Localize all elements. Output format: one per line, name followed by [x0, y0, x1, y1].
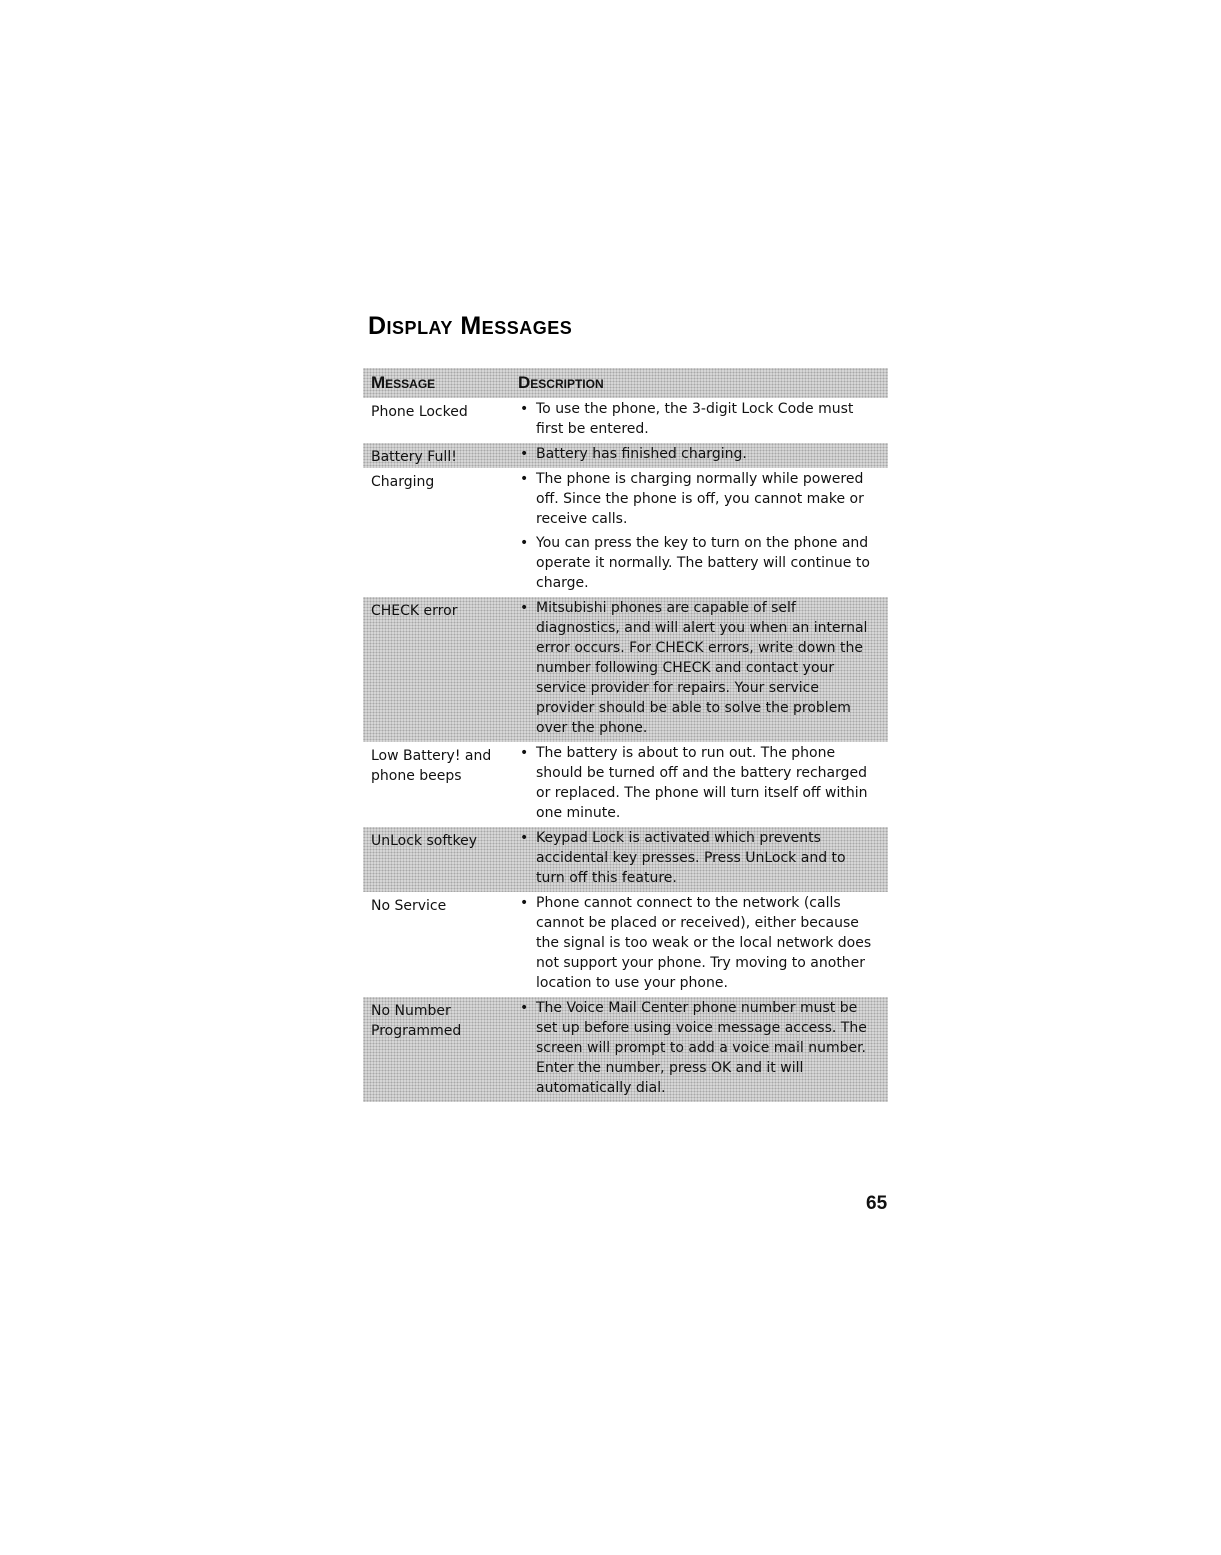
description-bullet: • Phone cannot connect to the network (calls cannot be placed or received), either because the signal is too weak or the local network does not support your phone. Try moving to another location to use your phone.: [518, 893, 878, 993]
table-row: [363, 742, 888, 827]
bullet-text: Phone cannot connect to the network (calls cannot be placed or received), either because the signal is too weak or the local network does not support your phone. Try moving to another location to use your phone.: [536, 895, 872, 991]
message-column-header: Message: [371, 373, 436, 392]
message-cell: UnLock softkey: [371, 833, 478, 849]
description-bullet: • The phone is charging normally while powered off. Since the phone is off, you cannot make or receive calls.: [518, 469, 878, 529]
bullet-text: You can press the key to turn on the phone and operate it normally. The battery will continue to charge.: [536, 535, 870, 591]
description-cell: [518, 443, 888, 468]
bullet-text: Keypad Lock is activated which prevents accidental key presses. Press UnLock and to turn off this feature.: [536, 830, 846, 886]
description-cell: [518, 827, 888, 892]
table-row: [363, 827, 888, 892]
message-cell: Low Battery! and phone beeps: [371, 748, 492, 784]
description-cell: [518, 892, 888, 997]
bullet-text: The Voice Mail Center phone number must be set up before using voice message access. The screen will prompt to add a voice mail number. Enter the number, press OK and it will automatically dial.: [536, 1000, 867, 1096]
description-bullet: • The battery is about to run out. The phone should be turned off and the battery recharged or replaced. The phone will turn itself off within one minute.: [518, 743, 878, 823]
description-bullet: • Battery has finished charging.: [518, 444, 878, 464]
description-cell: [518, 597, 888, 742]
table-row: [363, 468, 888, 597]
bullet-text: Battery has finished charging.: [536, 446, 747, 462]
page-title: Display Messages: [368, 312, 573, 340]
table-row: [363, 892, 888, 997]
message-cell: Charging: [371, 474, 435, 490]
table-row: [363, 597, 888, 742]
description-cell: [518, 398, 888, 443]
description-cell: [518, 997, 888, 1102]
description-bullet: • To use the phone, the 3-digit Lock Code must first be entered.: [518, 399, 878, 439]
message-cell: Phone Locked: [371, 404, 468, 420]
table-header-row: [363, 368, 888, 398]
message-cell: CHECK error: [371, 603, 458, 619]
bullet-text: To use the phone, the 3-digit Lock Code must first be entered.: [536, 401, 854, 437]
table-row: [363, 997, 888, 1102]
message-cell: No Service: [371, 898, 447, 914]
table-row: [363, 398, 888, 443]
bullet-text: The phone is charging normally while powered off. Since the phone is off, you cannot make or receive calls.: [536, 471, 864, 527]
bullet-text: The battery is about to run out. The phone should be turned off and the battery recharged or replaced. The phone will turn itself off within one minute.: [536, 745, 868, 821]
description-bullet: • The Voice Mail Center phone number must be set up before using voice message access. The screen will prompt to add a voice mail number. Enter the number, press OK and it will automatically dial.: [518, 998, 878, 1098]
page-number: 65: [866, 1193, 888, 1214]
description-cell: [518, 468, 888, 597]
description-bullet: • Keypad Lock is activated which prevents accidental key presses. Press UnLock and to turn off this feature.: [518, 828, 878, 888]
table-row: [363, 443, 888, 468]
bullet-text: Mitsubishi phones are capable of self diagnostics, and will alert you when an internal error occurs. For CHECK errors, write down the number following CHECK and contact your service provider for repairs. Your service provider should be able to solve the problem over the phone.: [536, 600, 868, 736]
display-messages-table: [363, 368, 888, 1102]
message-cell: No Number Programmed: [371, 1003, 462, 1039]
description-bullet: • Mitsubishi phones are capable of self diagnostics, and will alert you when an internal error occurs. For CHECK errors, write down the number following CHECK and contact your service provider for repairs. Your service provider should be able to solve the problem over the phone.: [518, 598, 878, 738]
description-bullet: • You can press the key to turn on the phone and operate it normally. The battery will continue to charge.: [518, 533, 878, 593]
description-column-header: Description: [518, 373, 604, 392]
description-cell: [518, 742, 888, 827]
message-cell: Battery Full!: [371, 449, 457, 465]
